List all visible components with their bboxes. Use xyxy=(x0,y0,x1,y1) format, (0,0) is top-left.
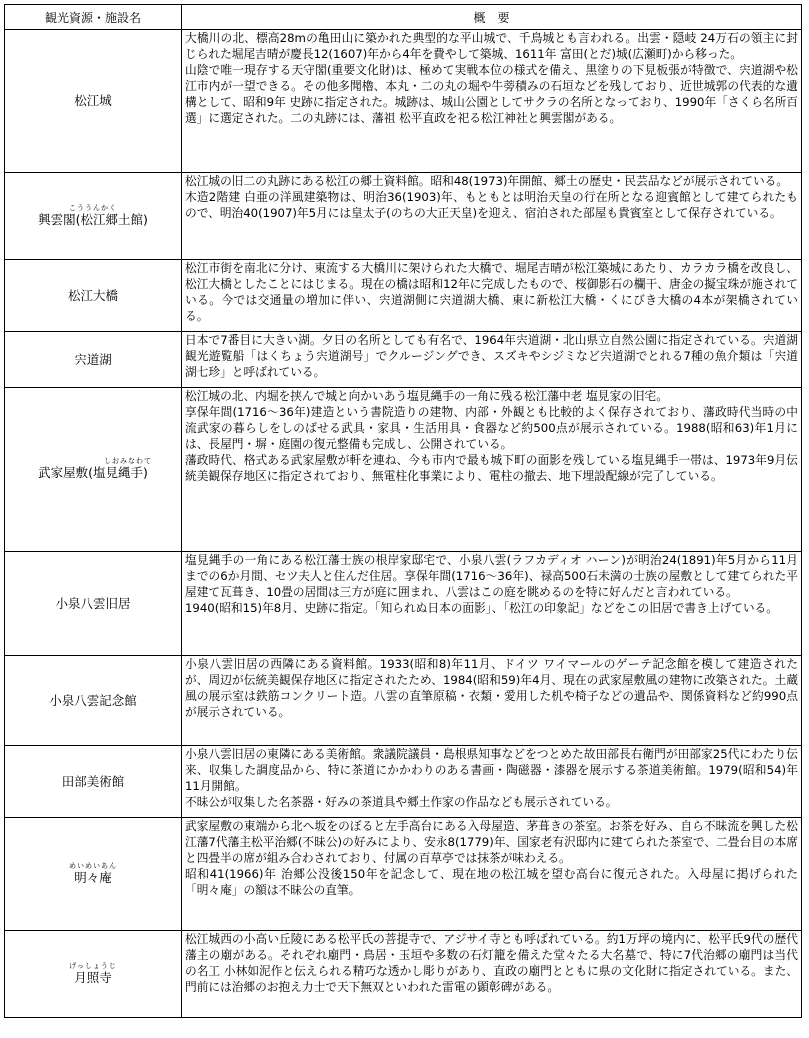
overview-cell xyxy=(182,818,802,931)
overview-paragraph: 松江市街を南北に分け、東流する大橋川に架けられた大橋で、堀尾吉晴が松江築城にあたり、カラカラ橋を改良し、松江大橋としたことにはじまる。現在の橋は昭和12年に完成したもので、桜御影石の欄干、唐金の擬宝珠が施されている。今では交通量の増加に伴い、宍道湖側に宍道湖大橋、東に新松江大橋・くにびき大橋の4本が架橋されている。 xyxy=(185,261,798,323)
header-row xyxy=(5,5,802,30)
overview-paragraph: 小泉八雲旧居の西隣にある資料館。1933(昭和8)年11月、ドイツ ワイマールのゲーテ記念館を模して建造されたが、周辺が伝統美観保存地区に指定されたため、1984(昭和59)年4月、現在の武家屋敷風の建物に改築された。土蔵風の展示室は鉄筋コンクリート造。八雲の直筆原稿・衣類・愛用した机や椅子などの遺品や、関係資料など約990点が展示されている。 xyxy=(185,657,798,719)
facility-name-cell xyxy=(5,30,182,173)
overview-paragraph: 塩見縄手の一角にある松江藩士族の根岸家邸宅で、小泉八雲(ラフカディオ ハーン)が明治24(1891)年5月から11月までの6か月間、セツ夫人と住んだ住居。享保年間(1716～36年)、禄高500石未満の士族の屋敷として建てられた平屋建て瓦葺き、10畳の居間は三方が庭に囲まれ、八雲はこの庭を眺めるのを特に好んだと言われている。 xyxy=(185,553,798,599)
overview-paragraph: 木造2階建 白亜の洋風建築物は、明治36(1903)年、もともとは明治天皇の行在所となる迎賓館として建てられたもので、明治40(1907)年5月には皇太子(のちの大正天皇)を迎え、宿泊された部屋も貴賓室として保存されている。 xyxy=(185,190,798,220)
facility-name-cell xyxy=(5,173,182,260)
overview-paragraph: 藩政時代、格式ある武家屋敷が軒を連ね、今も市内で最も城下町の面影を残している塩見縄手一帯は、1973年9月伝統美観保存地区に指定されており、無電柱化事業により、電柱の撤去、地下埋設配線が完了している。 xyxy=(185,453,798,483)
facility-reading: めいめいあん xyxy=(69,861,117,870)
overview-paragraph: 昭和41(1966)年 治郷公没後150年を記念して、現在地の松江城を望む高台に復元された。入母屋に掲げられた「明々庵」の額は不昧公の直筆。 xyxy=(185,867,798,897)
facility-name-cell xyxy=(5,818,182,931)
overview-cell xyxy=(182,746,802,818)
table-row xyxy=(5,173,802,260)
overview-cell xyxy=(182,656,802,746)
facility-name-cell xyxy=(5,656,182,746)
facility-name: 小泉八雲旧居 xyxy=(55,595,131,611)
facility-name-cell xyxy=(5,260,182,332)
facility-name: 興雲閣(松江郷土館) xyxy=(38,211,148,227)
facility-name: 小泉八雲記念館 xyxy=(49,692,137,708)
overview-cell xyxy=(182,173,802,260)
overview-cell xyxy=(182,388,802,552)
table-row xyxy=(5,746,802,818)
facility-name-cell xyxy=(5,931,182,1018)
overview-cell xyxy=(182,332,802,388)
overview-paragraph: 松江城の旧二の丸跡にある松江の郷土資料館。昭和48(1973)年開館、郷土の歴史・民芸品などが展示されている。 xyxy=(185,174,789,188)
facility-name-cell xyxy=(5,552,182,656)
facility-name: 明々庵 xyxy=(74,869,112,885)
overview-paragraph: 松江城西の小高い丘陵にある松平氏の菩提寺で、アジサイ寺とも呼ばれている。約1万坪の境内に、松平氏9代の歴代藩主の廟がある。それぞれ廟門・鳥居・玉垣や多数の石灯籠を備えた堂々たる大名墓で、特に7代治郷の廟門は当代の名工 小林如泥作と伝えられる精巧な透かし彫りがあり、直政の廟門とともに県の文化財に指定されている。また、門前には治郷のお抱え力士で天下無双といわれた雷電の顕彰碑がある。 xyxy=(185,932,798,994)
facility-reading: こううんかく xyxy=(69,203,117,212)
facility-name: 月照寺 xyxy=(74,969,112,985)
overview-paragraph: 武家屋敷の東端から北へ坂をのぼると左手高台にある入母屋造、茅葺きの茶室。お茶を好み、自ら不昧流を興した松江藩7代藩主松平治郷(不昧公)の好みにより、安永8(1779)年、国家老有沢邸内に建てられた茶室で、二畳台目の本席と四畳半の席が組み合わされており、付属の百草亭では抹茶が味わえる。 xyxy=(185,819,798,865)
table-row xyxy=(5,552,802,656)
table-row xyxy=(5,388,802,552)
overview-paragraph: 享保年間(1716～36年)建造という書院造りの建物、内部・外観とも比較的よく保存されており、藩政時代当時の中流武家の暮らしをしのばせる武具・家具・生活用具・食器など約500点が展示されている。1988(昭和63)年1月には、長屋門・塀・庭園の復元整備も完成し、公開されている。 xyxy=(185,405,798,451)
overview-paragraph: 小泉八雲旧居の東隣にある美術館。衆議院議員・島根県知事などをつとめた故田部長右衛門が田部家25代にわたり伝来、収集した調度品から、特に茶道にかかわりのある書画・陶磁器・漆器を展示する茶道美術館。1979(昭和54)年11月開館。 xyxy=(185,747,798,793)
facility-name: 田部美術館 xyxy=(61,773,125,789)
facility-name: 武家屋敷(塩見縄手) xyxy=(38,465,148,480)
facility-name: 松江城 xyxy=(74,93,112,108)
facility-reading: しおみなわて xyxy=(104,457,152,465)
overview-paragraph: 山陰で唯一現存する天守閣(重要文化財)は、極めて実戦本位の様式を備え、黒塗りの下見板張が特徴で、宍道湖や松江市内が一望できる。その他多聞櫓、本丸・二の丸の堀や牛蒡積みの石垣などを残しており、近世城郭の代表的な遺構として、昭和9年 史跡に指定された。城跡は、城山公園としてサクラの名所となっており、1990年「さくら名所百選」に選定された。二の丸跡には、藩祖 松平直政を祀る松江神社と興雲閣がある。 xyxy=(185,63,798,125)
facility-reading: げっしょうじ xyxy=(69,961,117,970)
table-row xyxy=(5,30,802,173)
table-row xyxy=(5,818,802,931)
overview-paragraph: 松江城の北、内堀を挟んで城と向かいあう塩見縄手の一角に残る松江藩中老 塩見家の旧宅。 xyxy=(185,389,668,403)
facility-name-cell xyxy=(5,332,182,388)
overview-paragraph: 1940(昭和15)年8月、史跡に指定。「知られぬ日本の面影」、「松江の印象記」などをこの旧居で書き上げている。 xyxy=(185,601,778,615)
overview-cell xyxy=(182,30,802,173)
table-row xyxy=(5,260,802,332)
overview-cell xyxy=(182,260,802,332)
overview-paragraph: 不昧公が収集した名茶器・好みの茶道具や郷土作家の作品なども展示されている。 xyxy=(185,795,618,809)
table-row xyxy=(5,656,802,746)
sightseeing-table xyxy=(4,4,802,1018)
facility-name-cell xyxy=(5,388,182,552)
overview-paragraph: 日本で7番目に大きい湖。夕日の名所としても有名で、1964年宍道湖・北山県立自然公園に指定されている。宍道湖観光遊覧船「はくちょう宍道湖号」でクルージングでき、スズキやシジミなど宍道湖でとれる7種の魚介類は「宍道湖七珍」と呼ばれている。 xyxy=(185,333,798,379)
overview-paragraph: 大橋川の北、標高28mの亀田山に築かれた典型的な平山城で、千鳥城とも言われる。出雲・隠岐 24万石の領主に封じられた堀尾吉晴が慶長12(1607)年から4年を費やして築城、1611年 富田(とだ)城(広瀬町)から移った。 xyxy=(185,31,798,61)
overview-cell xyxy=(182,931,802,1018)
facility-name-cell xyxy=(5,746,182,818)
header-overview: 概 要 xyxy=(182,5,802,30)
facility-name: 松江大橋 xyxy=(67,287,118,303)
overview-cell xyxy=(182,552,802,656)
facility-name: 宍道湖 xyxy=(74,351,112,367)
header-facility-name: 観光資源・施設名 xyxy=(5,5,182,30)
table-row xyxy=(5,931,802,1018)
table-row xyxy=(5,332,802,388)
